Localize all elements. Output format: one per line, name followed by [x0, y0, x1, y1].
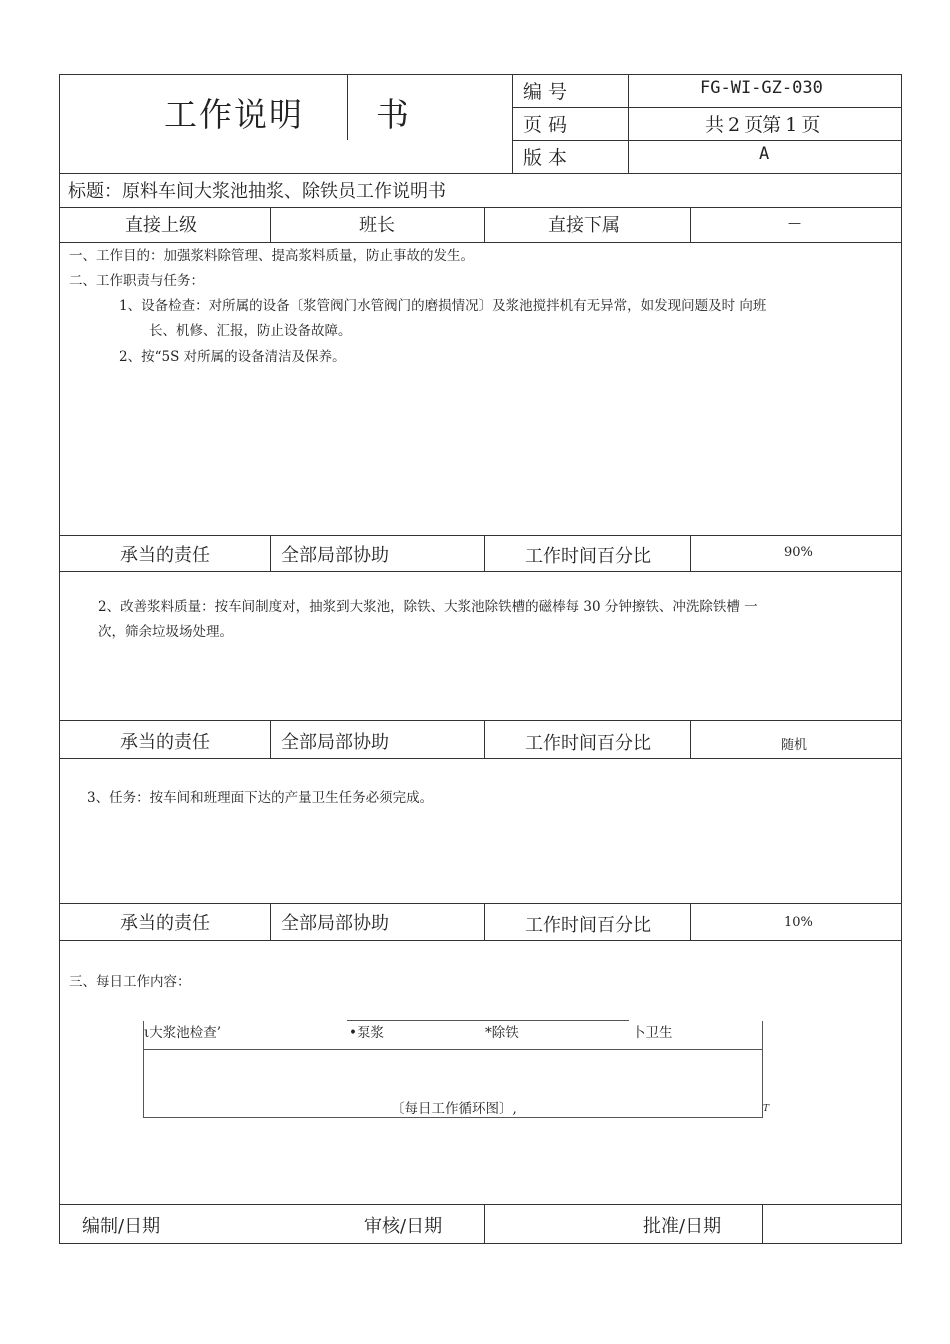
- page-label: 页 码: [523, 114, 568, 136]
- doc-title-part1: 工作说明: [164, 95, 304, 134]
- duty-item-1-line-a: 1、设备检查：对所属的设备〔浆管阀门水管阀门的磨损情况〕及浆池搅拌机有无异常，如发现问题及时 向班: [119, 298, 767, 314]
- cycle-step-tank-check: ι大浆池检查’: [144, 1025, 222, 1041]
- page-value: 共 2 页第 1 页: [705, 114, 820, 136]
- approved-by-label: 批准/日期: [643, 1216, 722, 1237]
- cycle-step-hygiene: 卜卫生: [632, 1025, 673, 1041]
- responsibility-label: 承当的责任: [120, 545, 210, 566]
- compiled-by-label: 编制/日期: [82, 1216, 161, 1237]
- doc-title-part2: 书: [376, 95, 411, 134]
- cycle-step-iron-removal: *除铁: [485, 1025, 519, 1041]
- time-percent-label: 工作时间百分比: [525, 733, 651, 754]
- cycle-step-pumping: •泵浆: [349, 1025, 384, 1041]
- time-percent-value: 随机: [781, 738, 808, 753]
- time-percent-label: 工作时间百分比: [525, 546, 651, 567]
- version-label: 版 本: [523, 147, 568, 169]
- time-percent-label: 工作时间百分比: [525, 915, 651, 936]
- subordinate-value: —: [788, 216, 801, 231]
- time-percent-value: 90%: [784, 545, 813, 560]
- number-label: 编 号: [523, 81, 568, 103]
- cycle-caption: 〔每日工作循环图〕,: [391, 1101, 517, 1117]
- responsibility-value: 全部局部协助: [281, 732, 389, 753]
- responsibility-value: 全部局部协助: [281, 545, 389, 566]
- number-value: FG-WI-GZ-030: [700, 78, 823, 98]
- page-subject: 标题：原料车间大浆池抽浆、除铁员工作说明书: [68, 181, 446, 202]
- reviewed-by-label: 审核/日期: [364, 1216, 443, 1237]
- version-value: A: [759, 144, 770, 164]
- cycle-corner-mark: T: [763, 1104, 770, 1114]
- duty-item-2: 2、按“5S 对所属的设备清洁及保养。: [119, 349, 346, 365]
- duties-heading: 二、工作职责与任务：: [69, 273, 204, 289]
- daily-work-heading: 三、每日工作内容：: [69, 974, 191, 990]
- responsibility-label: 承当的责任: [120, 732, 210, 753]
- responsibility-value: 全部局部协助: [281, 913, 389, 934]
- superior-label: 直接上级: [125, 215, 197, 236]
- duty-item-1-line-b: 长、机修、汇报，防止设备故障。: [149, 323, 352, 339]
- task-line: 3、任务：按车间和班理面下达的产量卫生任务必须完成。: [87, 790, 434, 806]
- responsibility-label: 承当的责任: [120, 913, 210, 934]
- superior-value: 班长: [359, 215, 395, 236]
- purpose-line: 一、工作目的：加强浆料除管理、提高浆料质量，防止事故的发生。: [69, 248, 474, 264]
- quality-line-b: 次，筛余垃圾场处理。: [98, 624, 233, 640]
- quality-line-a: 2、改善浆料质量：按车间制度对，抽浆到大浆池，除铁、大浆池除铁槽的磁棒每 30 分钟擦铁、冲洗除铁槽 一: [98, 599, 758, 615]
- subordinate-label: 直接下属: [548, 215, 620, 236]
- time-percent-value: 10%: [784, 915, 813, 930]
